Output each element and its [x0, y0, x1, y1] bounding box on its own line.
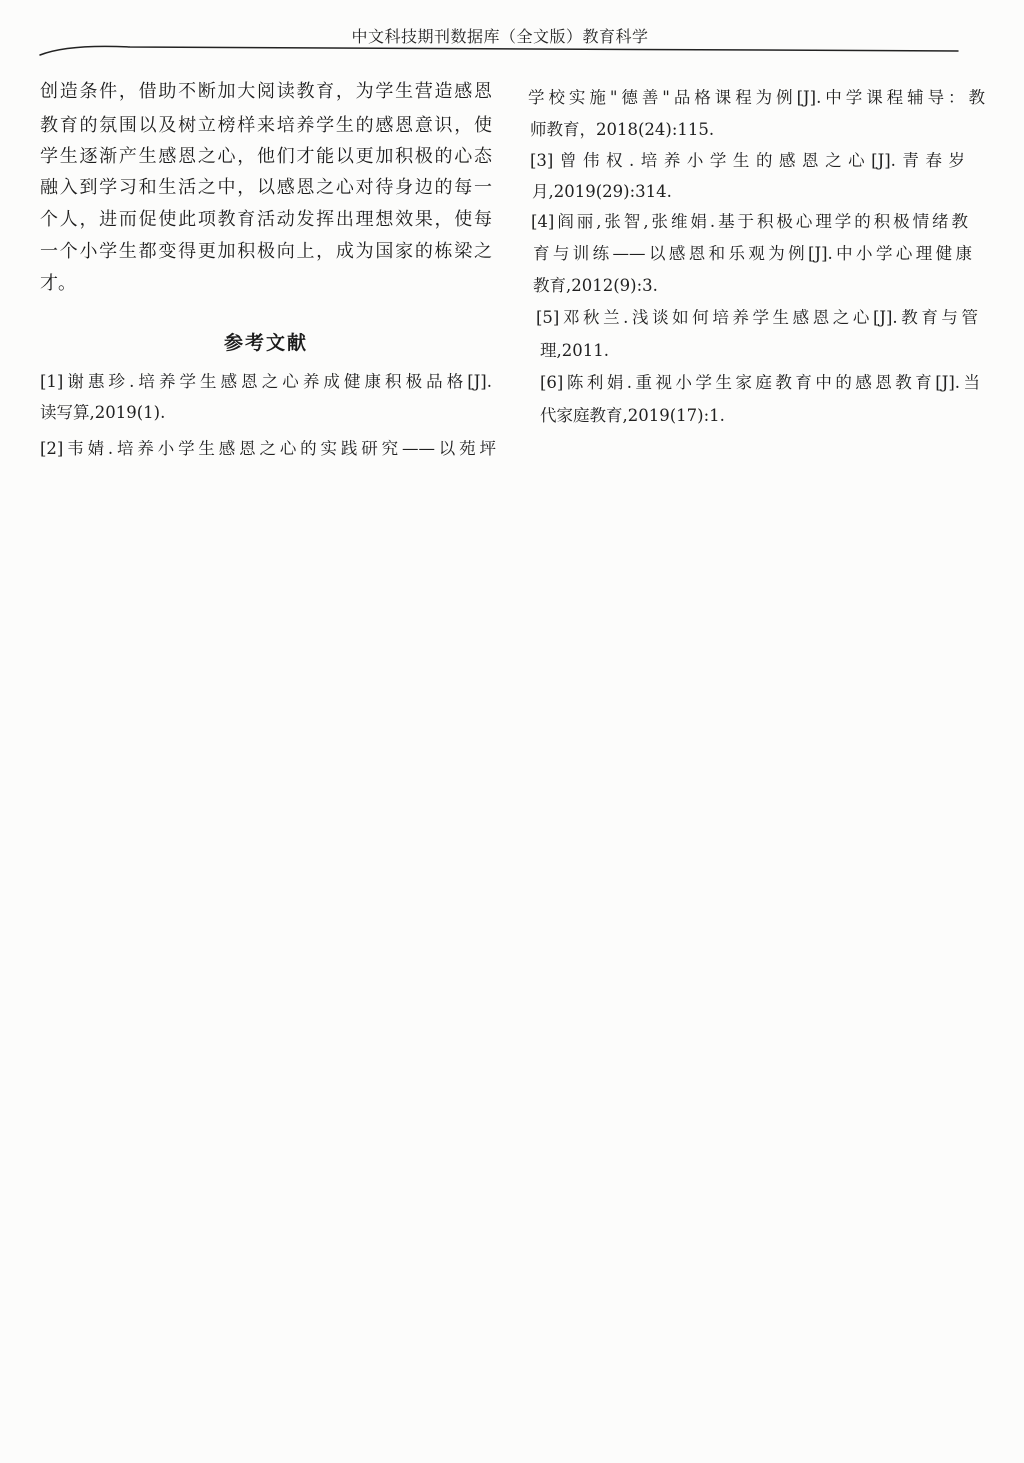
body-paragraph-line: 创造条件，借助不断加大阅读教育，为学生营造感恩 [40, 81, 492, 102]
reference-line: 育与训练——以感恩和乐观为例[J].中小学心理健康 [533, 244, 972, 263]
reference-line: [5]邓秋兰.浅谈如何培养学生感恩之心[J].教育与管 [536, 308, 978, 327]
body-paragraph-line: 才。 [40, 273, 76, 294]
reference-line: [3]曾伟权.培养小学生的感恩之心[J].青春岁 [530, 151, 965, 170]
reference-line: 月,2019(29):314. [532, 182, 672, 201]
body-paragraph-line: 教育的氛围以及树立榜样来培养学生的感恩意识，使 [40, 115, 492, 136]
reference-line: [1]谢惠珍.培养学生感恩之心养成健康积极品格[J]. [40, 372, 492, 391]
reference-line: 学校实施"德善"品格课程为例[J].中学课程辅导：教 [528, 88, 985, 107]
body-paragraph-line: 学生逐渐产生感恩之心，他们才能以更加积极的心态 [40, 146, 492, 167]
reference-line: 理,2011. [540, 341, 609, 360]
body-paragraph-line: 融入到学习和生活之中，以感恩之心对待身边的每一 [40, 177, 492, 198]
body-paragraph-line: 个人，进而促使此项教育活动发挥出理想效果，使每 [40, 209, 492, 230]
body-paragraph-line: 一个小学生都变得更加积极向上，成为国家的栋梁之 [40, 241, 492, 262]
reference-line: [4]阎丽,张智,张维娟.基于积极心理学的积极情绪教 [531, 212, 968, 231]
reference-line: [6]陈利娟.重视小学生家庭教育中的感恩教育[J].当 [540, 373, 980, 392]
header-rule [0, 0, 1024, 70]
reference-line: [2]韦婧.培养小学生感恩之心的实践研究——以苑坪 [40, 439, 496, 458]
reference-line: 师教育，2018(24):115. [530, 120, 715, 139]
references-heading: 参考文献 [223, 332, 308, 354]
reference-line: 代家庭教育,2019(17):1. [540, 406, 725, 425]
reference-line: 教育,2012(9):3. [533, 276, 658, 295]
journal-header-title: 中文科技期刊数据库（全文版）教育科学 [351, 27, 649, 46]
reference-line: 读写算,2019(1). [40, 403, 166, 422]
